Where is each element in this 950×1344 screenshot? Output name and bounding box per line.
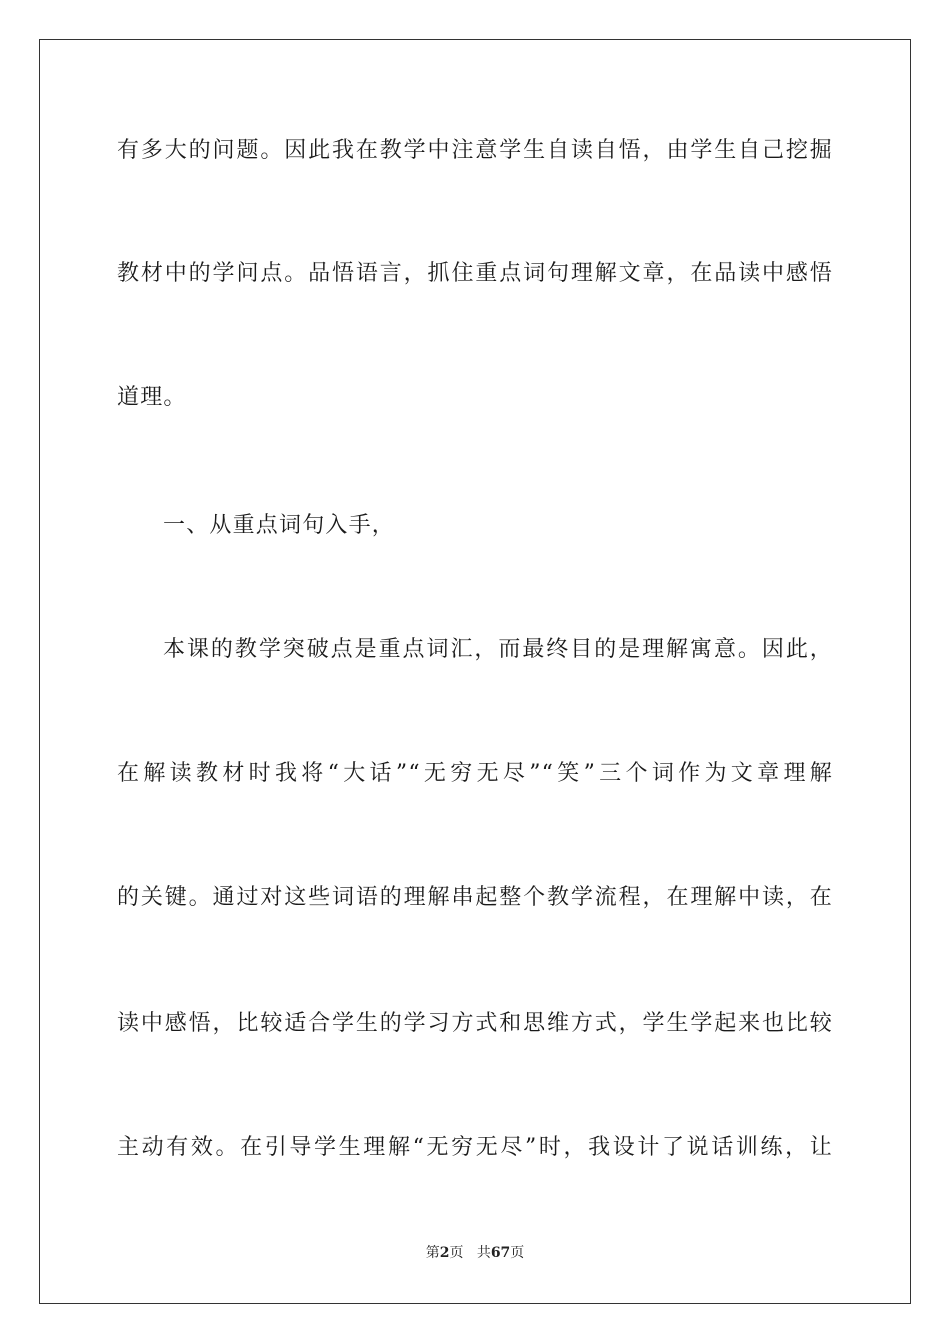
body-line-1: 有多大的问题。因此我在教学中注意学生自读自悟，由学生自己挖掘 bbox=[117, 138, 833, 163]
total-suffix: 页 bbox=[510, 1245, 525, 1261]
page-footer bbox=[0, 1243, 950, 1263]
body-line-6: 在解读教材时我将“大话”“无穷无尽”“笑”三个词作为文章理解 bbox=[117, 761, 833, 786]
body-line-9: 主动有效。在引导学生理解“无穷无尽”时，我设计了说话训练，让 bbox=[117, 1135, 833, 1160]
page-prefix: 第 bbox=[425, 1245, 440, 1261]
page-suffix: 页 bbox=[449, 1245, 464, 1261]
page-border bbox=[39, 39, 911, 1304]
page-number: 2 bbox=[439, 1245, 450, 1261]
total-prefix: 共 bbox=[476, 1245, 491, 1261]
total-pages: 67 bbox=[490, 1245, 511, 1261]
body-line-5: 本课的教学突破点是重点词汇，而最终目的是理解寓意。因此， bbox=[163, 637, 833, 662]
body-line-3: 道理。 bbox=[117, 385, 187, 410]
body-line-8: 读中感悟，比较适合学生的学习方式和思维方式，学生学起来也比较 bbox=[117, 1011, 833, 1036]
body-line-7: 的关键。通过对这些词语的理解串起整个教学流程，在理解中读，在 bbox=[117, 885, 833, 910]
body-line-2: 教材中的学问点。品悟语言，抓住重点词句理解文章，在品读中感悟 bbox=[117, 261, 833, 286]
section-heading: 一、从重点词句入手， bbox=[163, 513, 396, 538]
